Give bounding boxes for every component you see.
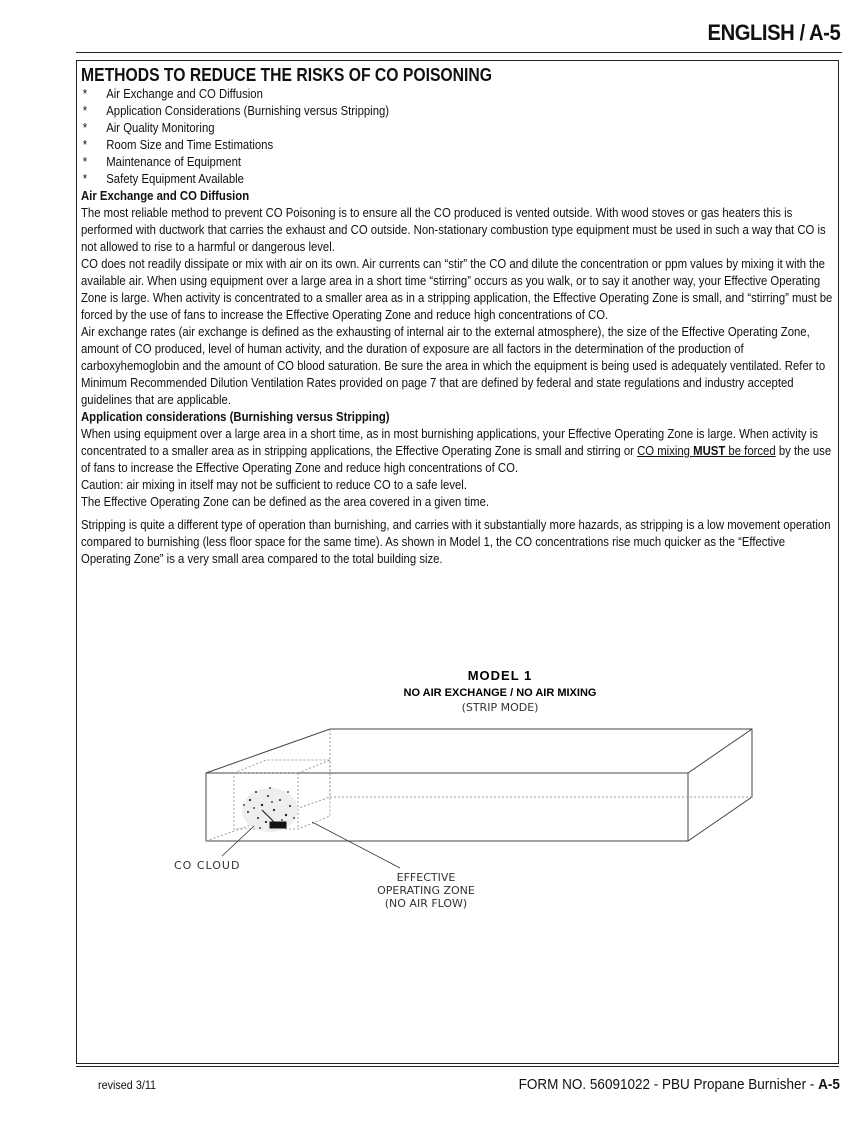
application-text-start: When using equipment over a large area in a short time, as in most burnishing applications, your Effective Operating Zone is large. When activity is concentrated to a smaller area as in stripping applications, the Effective Operating Zone is small and stirring or (81, 427, 818, 458)
list-item (81, 120, 833, 137)
cloud-dot (265, 821, 267, 823)
cloud-dot (289, 805, 291, 807)
air-exchange-paragraph-3: Air exchange rates (air exchange is defined as the exhausting of internal air to the external atmosphere), the size of the Effective Operating Zone, amount of CO produced, level of human activity, and the duration of exposure are all factors in the determination of the production of carboxyhemoglobin and the amount of CO blood saturation. Be sure the area in which the equipment is being used is adequately ventilated. Refer to Minimum Recommended Dilution Ventilation Rates provided on page 7 that are defined by federal and state regulations and industry accepted guidelines that are applicable. (81, 325, 826, 407)
page-header-title: ENGLISH / A-5 (707, 20, 840, 45)
list-item (81, 103, 833, 120)
form-footer (519, 1076, 840, 1093)
list-item-text: Application Considerations (Burnishing versus Stripping) (106, 104, 390, 118)
list-item-text: Air Exchange and CO Diffusion (106, 87, 263, 101)
list-item (81, 86, 833, 103)
emphasis-part-1: CO mixing (637, 444, 694, 458)
zone-leader (312, 822, 400, 868)
list-item-text: Room Size and Time Estimations (106, 138, 274, 152)
figure-mode: (STRIP MODE) (461, 701, 539, 714)
cloud-dot (287, 791, 289, 793)
air-exchange-heading: Air Exchange and CO Diffusion (81, 189, 250, 203)
air-exchange-paragraph-1: The most reliable method to prevent CO Poisoning is to ensure all the CO produced is vented outside. With wood stoves or gas heaters this is performed with ductwork that carries the exhaust and CO outside. Non-stationary combustion type equipment must be used in such a way that CO is not allowed to rise to a harmful or dangerous level. (81, 206, 826, 254)
cloud-dot (293, 817, 295, 819)
bullet-star: * (82, 104, 88, 118)
emphasis-part-3: be forced (725, 444, 776, 458)
zone-label-line-1: EFFECTIVE (396, 871, 456, 884)
list-item-text: Air Quality Monitoring (106, 121, 215, 135)
application-text-end: by the use of fans to increase the Effective Operating Zone and reduce high concentrations of CO. (81, 444, 832, 475)
cloud-dot (259, 827, 261, 829)
application-heading: Application considerations (Burnishing versus Stripping) (81, 410, 390, 424)
topic-list (81, 86, 833, 188)
cloud-dot (247, 811, 249, 813)
model-1-figure (170, 660, 770, 920)
co-mixing-emphasis (637, 444, 776, 458)
bullet-star: * (82, 121, 88, 135)
form-number: FORM NO. 56091022 - PBU Propane Burnisher - (518, 1076, 819, 1093)
zone-label-line-2: OPERATING ZONE (377, 884, 475, 897)
revision-note: revised 3/11 (98, 1078, 157, 1092)
cloud-dot (243, 804, 245, 806)
application-paragraph-1 (81, 426, 833, 477)
machine-body (270, 822, 286, 828)
section-heading: METHODS TO REDUCE THE RISKS OF CO POISONING (81, 65, 492, 85)
cloud-dot (285, 814, 287, 816)
room-top-edges (206, 729, 752, 773)
list-item-text: Safety Equipment Available (106, 172, 244, 186)
figure-title: MODEL 1 (467, 668, 533, 683)
application-paragraph-2: Stripping is quite a different type of operation than burnishing, and carries with it substantially more hazards, as stripping is a low movement operation compared to burnishing (less floor space for the same time). As shown in Model 1, the CO concentrations rise much quicker as the “Effective Operating Zone” is a very small area compared to the total building size. (81, 518, 831, 566)
document-body (81, 64, 833, 568)
cloud-dot (253, 807, 255, 809)
bullet-star: * (82, 155, 88, 169)
cloud-dot (281, 819, 283, 821)
figure-subtitle: NO AIR EXCHANGE / NO AIR MIXING (403, 687, 597, 699)
cloud-dot (261, 804, 263, 806)
list-item (81, 154, 833, 171)
header-divider (76, 52, 842, 53)
frame-bottom-rule (76, 1066, 839, 1067)
caution-text: Caution: air mixing in itself may not be sufficient to reduce CO to a safe level. (81, 478, 467, 492)
room-hidden-edges (330, 729, 752, 797)
bullet-star: * (82, 138, 88, 152)
zone-label-line-3: (NO AIR FLOW) (384, 897, 468, 910)
list-item (81, 137, 833, 154)
list-item (81, 171, 833, 188)
air-exchange-paragraph-2: CO does not readily dissipate or mix with air on its own. Air currents can “stir” the CO and dilute the concentration or ppm values by mixing it with the available air. When using equipment over a large area in a short time “stirring” occurs as you walk, or to say it another way, your Effective Operating Zone is large. When activity is concentrated to a smaller area as in a stripping application, the Effective Operating Zone is small, and “stirring” must be forced by the use of fans to increase the Effective Operating Zone and reduce high concentrations of CO. (81, 257, 833, 322)
cloud-dot (271, 801, 273, 803)
model-1-diagram (170, 660, 770, 920)
cloud-dot (279, 799, 281, 801)
list-item-text: Maintenance of Equipment (106, 155, 242, 169)
co-cloud-label: CO CLOUD (174, 859, 241, 872)
cloud-dot (267, 795, 269, 797)
zone-top-edges (234, 760, 330, 773)
cloud-dot (269, 787, 271, 789)
page-number: A-5 (818, 1076, 840, 1093)
bullet-star: * (82, 87, 88, 101)
definition-text: The Effective Operating Zone can be defined as the area covered in a given time. (81, 495, 490, 509)
cloud-dot (249, 799, 251, 801)
bullet-star: * (82, 172, 88, 186)
cloud-dot (255, 791, 257, 793)
emphasis-must: MUST (693, 444, 726, 458)
cloud-dot (273, 809, 275, 811)
cloud-dot (257, 817, 259, 819)
